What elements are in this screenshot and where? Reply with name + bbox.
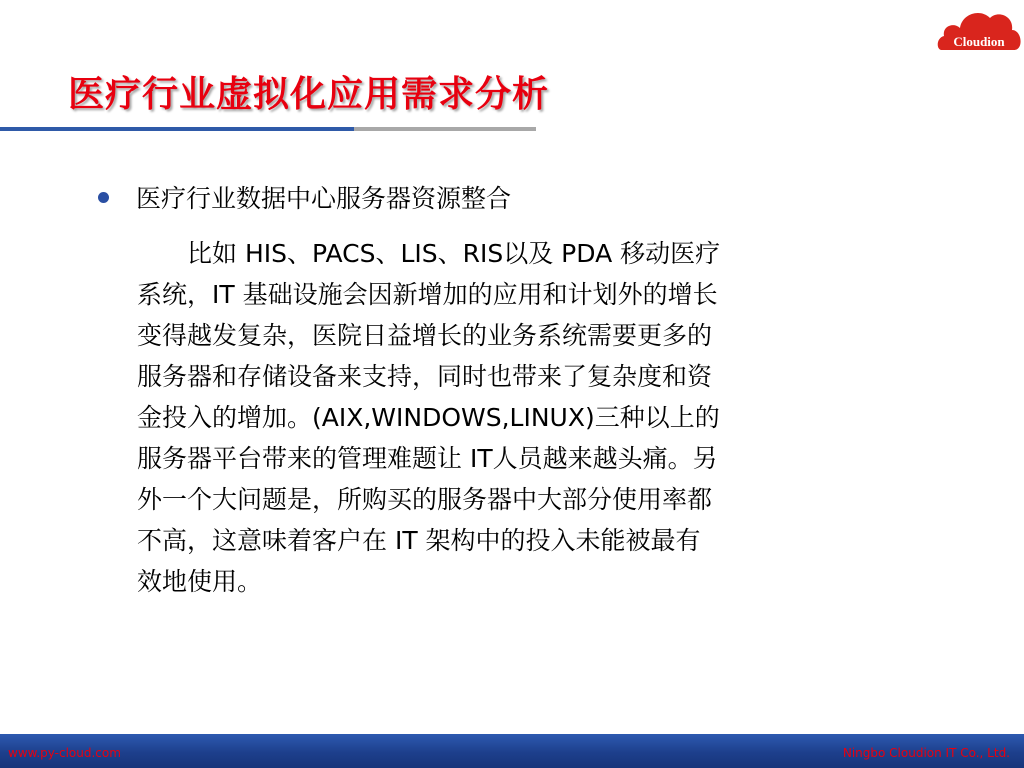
- paragraph-line: 效地使用。: [137, 567, 263, 596]
- footer-url-link[interactable]: www.py-cloud.com: [8, 746, 121, 760]
- slide-title: 医疗行业虚拟化应用需求分析: [68, 74, 550, 115]
- body-paragraph: [137, 233, 937, 602]
- footer-bar: [0, 734, 1024, 768]
- cloud-logo-icon: [934, 0, 1024, 56]
- logo-text: Cloudion: [953, 34, 1005, 49]
- paragraph-line: 金投入的增加。(AIX,WINDOWS,LINUX)三种以上的: [137, 403, 720, 432]
- paragraph-line: 系统，IT 基础设施会因新增加的应用和计划外的增长: [137, 280, 718, 309]
- paragraph-line: 比如 HIS、PACS、LIS、RIS以及 PDA 移动医疗: [187, 239, 721, 268]
- title-divider: [0, 127, 536, 131]
- bullet-text: 医疗行业数据中心服务器资源整合: [136, 184, 512, 213]
- paragraph-line: 服务器和存储设备来支持，同时也带来了复杂度和资: [137, 362, 713, 391]
- footer-company: Ningbo Cloudion IT Co., Ltd.: [842, 746, 1010, 760]
- cloudion-logo: [934, 0, 1024, 56]
- bullet-dot-icon: [98, 192, 109, 203]
- bullet-item: [98, 179, 511, 215]
- paragraph-line: 服务器平台带来的管理难题让 IT人员越来越头痛。另: [137, 444, 718, 473]
- paragraph-line: 变得越发复杂，医院日益增长的业务系统需要更多的: [137, 321, 713, 350]
- paragraph-line: 不高，这意味着客户在 IT 架构中的投入未能被最有: [137, 526, 701, 555]
- paragraph-line: 外一个大问题是，所购买的服务器中大部分使用率都: [137, 485, 713, 514]
